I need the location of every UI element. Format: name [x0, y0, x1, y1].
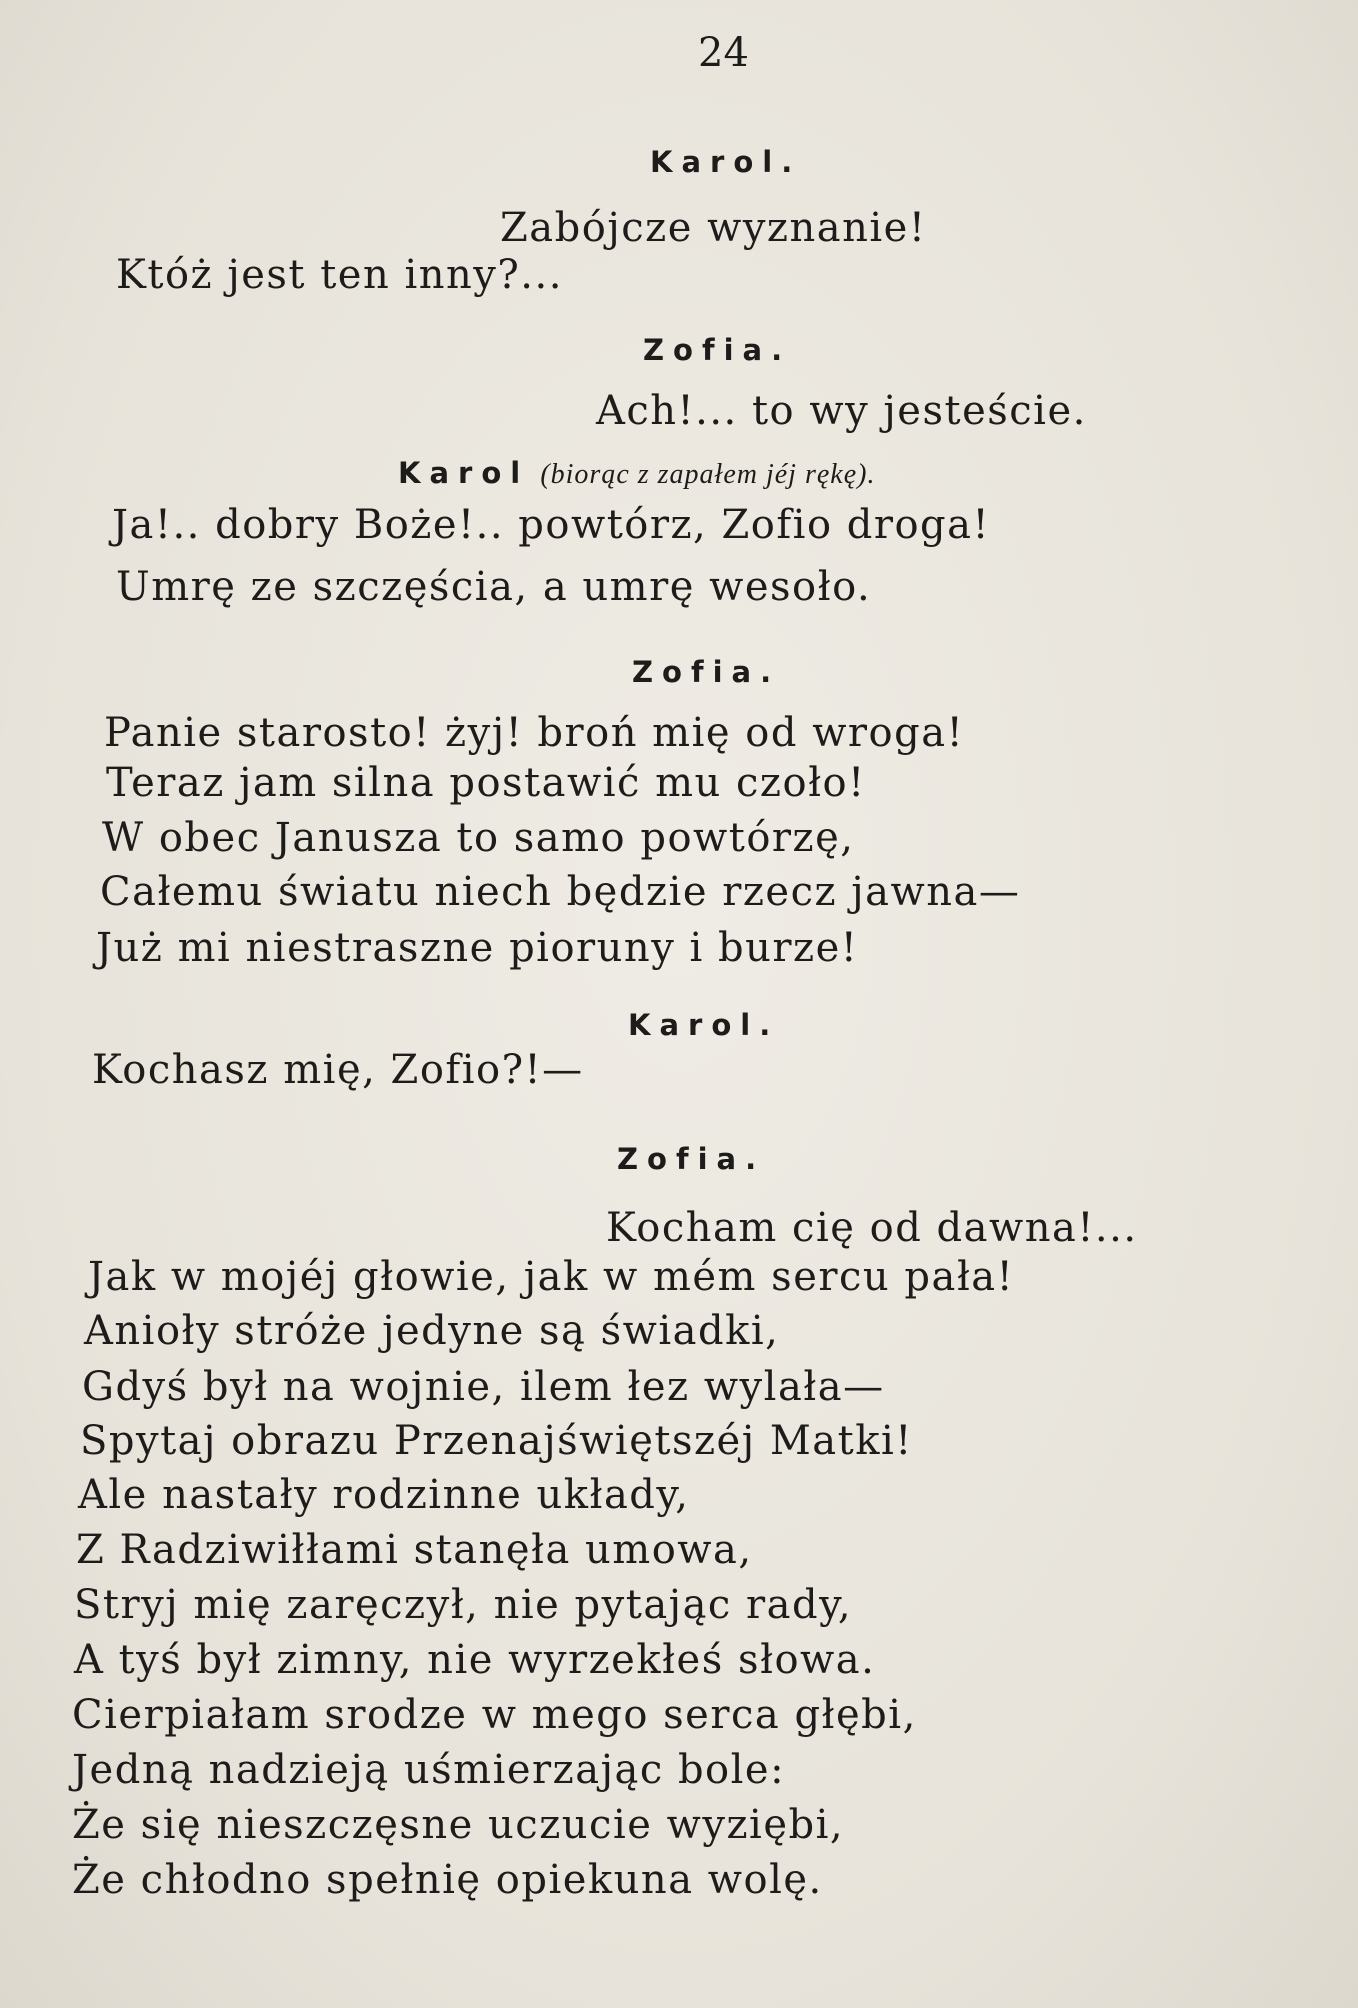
verse-line: Całemu światu niech będzie rzecz jawna—	[100, 869, 1021, 915]
verse-line: Gdyś był na wojnie, ilem łez wylała—	[82, 1364, 885, 1410]
speaker-zofia: Zofia.	[632, 655, 781, 689]
verse-line: Stryj mię zaręczył, nie pytając rady,	[74, 1582, 853, 1628]
speaker-karol: Karol.	[628, 1008, 780, 1042]
verse-line: Że chłodno spełnię opiekuna wolę.	[72, 1857, 823, 1903]
page-number: 24	[698, 30, 749, 76]
speaker-karol: Karol.	[650, 145, 802, 179]
verse-line: Teraz jam silna postawić mu czoło!	[106, 760, 866, 806]
verse-line: Spytaj obrazu Przenajświętszéj Matki!	[80, 1418, 913, 1464]
verse-line: Ach!... to wy jesteście.	[596, 388, 1087, 434]
verse-line: Któż jest ten inny?...	[116, 252, 563, 298]
verse-line: W obec Janusza to samo powtórzę,	[102, 815, 855, 861]
verse-line: Że się nieszczęsne uczucie wyziębi,	[72, 1802, 845, 1848]
stage-direction: (biorąc z zapałem jéj rękę).	[540, 459, 876, 490]
verse-line: Anioły stróże jedyne są świadki,	[84, 1308, 780, 1354]
verse-line: Już mi niestraszne pioruny i burze!	[96, 925, 859, 971]
verse-line: Cierpiałam srodze w mego serca głębi,	[72, 1692, 917, 1738]
verse-line: Jedną nadzieją uśmierzając bole:	[72, 1747, 786, 1793]
verse-line: Kocham cię od dawna!...	[606, 1205, 1138, 1251]
speaker-zofia: Zofia.	[617, 1142, 766, 1176]
verse-line: Kochasz mię, Zofio?!—	[92, 1047, 584, 1093]
stage-direction-line	[398, 456, 875, 491]
speaker-zofia: Zofia.	[643, 333, 792, 367]
verse-line: Z Radziwiłłami stanęła umowa,	[76, 1527, 753, 1573]
verse-line: Ale nastały rodzinne układy,	[78, 1472, 690, 1518]
verse-line: Zabójcze wyznanie!	[500, 205, 927, 251]
verse-line: Umrę ze szczęścia, a umrę wesoło.	[116, 564, 872, 610]
verse-line: A tyś był zimny, nie wyrzekłeś słowa.	[74, 1637, 876, 1683]
verse-line: Panie starosto! żyj! broń mię od wroga!	[104, 710, 965, 756]
verse-line: Jak w mojéj głowie, jak w mém sercu pała!	[88, 1254, 1015, 1300]
speaker-karol: Karol	[398, 456, 530, 490]
verse-line: Ja!.. dobry Boże!.. powtórz, Zofio droga!	[112, 502, 991, 548]
